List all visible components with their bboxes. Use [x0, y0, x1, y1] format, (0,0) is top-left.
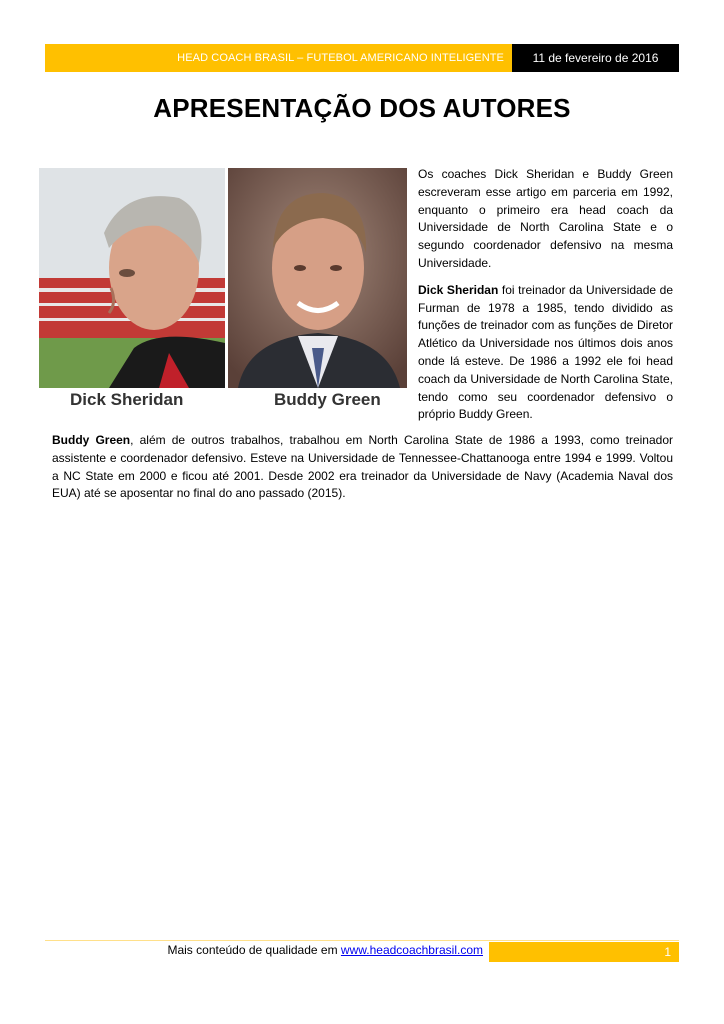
page-title: APRESENTAÇÃO DOS AUTORES: [153, 93, 571, 123]
dick-sheridan-photo: [39, 168, 225, 388]
header-site-title: HEAD COACH BRASIL – FUTEBOL AMERICANO INTELIGENTE: [45, 44, 512, 72]
header-date: 11 de fevereiro de 2016: [512, 44, 679, 72]
footer-text: [45, 943, 487, 957]
page-number: 1: [489, 942, 679, 962]
author-photos: [39, 168, 407, 416]
green-name: Buddy Green: [52, 433, 131, 447]
intro-paragraph: Os coaches Dick Sheridan e Buddy Green escreveram esse artigo em parceria em 1992, enquanto o primeiro era head coach da Universidade de North Carolina State e o segundo coordenador defensivo na mesma Universidade.: [418, 167, 673, 270]
footer-divider: [45, 940, 679, 941]
green-paragraph: [52, 432, 673, 503]
buddy-green-caption: Buddy Green: [274, 390, 381, 409]
sheridan-bio: foi treinador da Universidade de Furman de 1978 a 1985, tendo dividido as funções de treinador com as funções de Diretor Atlético da Universidade nos últimos dois anos onde lá esteve. De 1986 a 1992 ele foi head coach da Universidade de North Carolina State, tendo como seu coordenador defensivo o próprio Buddy Green.: [418, 282, 674, 422]
footer-label: Mais conteúdo de qualidade em: [167, 943, 341, 957]
footer-website-link[interactable]: www.headcoachbrasil.com: [340, 943, 483, 957]
sheridan-name: Dick Sheridan: [418, 282, 499, 297]
page-header: [45, 44, 679, 72]
buddy-green-photo: [228, 168, 407, 388]
dick-sheridan-caption: Dick Sheridan: [70, 390, 184, 409]
side-column-text: [418, 166, 673, 433]
sheridan-paragraph: [418, 282, 673, 424]
green-bio: , além de outros trabalhos, trabalhou em North Carolina State de 1986 a 1993, como treinador assistente e coordenador defensivo. Esteve na Universidade de Tennessee-Chattanooga entre 1994 e 1999. Voltou a NC State em 2000 e ficou até 2001. Desde 2002 era treinador da Universidade de Navy (Academia Naval dos EUA) até se aposentar no final do ano passado (2015).: [52, 433, 673, 501]
